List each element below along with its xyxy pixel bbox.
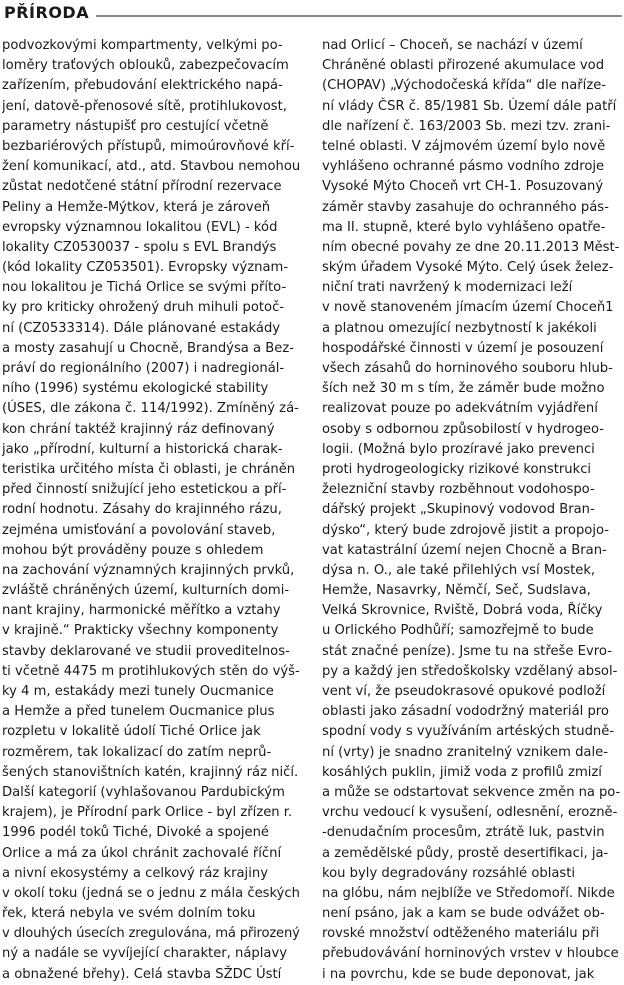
text-line: oblasti jako zásadní vododržný materiál pro: [322, 704, 609, 720]
text-line: Chráněné oblasti přirozené akumulace vod: [322, 58, 605, 74]
text-line: v dlouhých úsecích zregulována, má přirozený: [2, 926, 300, 942]
text-line: ky pro kriticky ohrožený druh mihuli potoč-: [2, 300, 285, 316]
text-line: (CHOPAV) „Východočeská křída“ dle naříze-: [322, 78, 607, 94]
text-line: a obnažené břehy). Celá stavba SŽDC Ústí: [2, 966, 282, 982]
text-line: ní (CZ0533314). Dále plánované estakády: [2, 320, 281, 336]
text-line: nou lokalitou je Tichá Orlice se svými příto-: [2, 280, 287, 296]
text-line: hospodářské činnosti v území je posouzení: [322, 340, 604, 356]
text-line: a Hemže a před tunelem Oucmanice plus: [2, 704, 275, 720]
text-line: železniční stavby rozběhnout vodohospo-: [322, 482, 595, 498]
text-line: stavby deklarované ve studii proveditelnos-: [2, 643, 290, 659]
text-line: před činností snižující jeho estetickou a pří-: [2, 482, 287, 498]
text-line: Vysoké Mýto Choceň vrt CH-1. Posuzovaný: [322, 179, 604, 195]
text-line: řek, která nebyla ve svém dolním toku: [2, 906, 256, 922]
text-line: spodní vody s využíváním artéských studně-: [322, 724, 615, 740]
text-line: a může se odstartovat sekvence změn na po-: [322, 784, 620, 800]
text-line: není psáno, jak a kam se bude odvážet ob-: [322, 906, 605, 922]
text-line: vat katastrální území nejen Chocně a Bran-: [322, 542, 607, 558]
text-line: Hemže, Nasavrky, Němčí, Seč, Sudslava,: [322, 583, 591, 599]
right-column: [322, 36, 620, 985]
text-line: niční trati navržený k modernizaci leží: [322, 280, 573, 296]
text-line: práví do regionálního (2007) i nadregionál-: [2, 361, 285, 376]
text-line: vyhlášeno ochranné pásmo vodního zdroje: [322, 159, 605, 175]
text-line: stát značné peníze). Jsme tu na střeše Evro-: [322, 643, 612, 659]
text-line: zvláště chráněných území, kulturních domi-: [2, 583, 290, 599]
text-line: zůstat nedotčené státní přírodní rezervace: [2, 179, 282, 195]
text-line: ního (1996) systému ekologické stability: [2, 381, 269, 397]
text-line: na zachování významných krajinných prvků,: [2, 562, 295, 578]
text-line: žení komunikací, atd., atd. Stavbou nemohou: [2, 159, 300, 175]
text-line: evropsky významnou lokalitou (EVL) - kód: [2, 219, 278, 235]
text-line: lokality CZ0530037 - spolu s EVL Brandýs: [2, 239, 277, 255]
text-line: 1996 podél toků Tiché, Divoké a spojené: [2, 825, 270, 841]
text-line: všech zásahů do horninového souboru hlub-: [322, 361, 613, 376]
text-line: parametry nástupišť pro cestující včetně: [2, 118, 269, 134]
text-line: zejména umisťování a povolování staveb,: [2, 522, 276, 538]
text-line: ma II. stupně, které bylo vyhlášeno opatře-: [322, 219, 606, 235]
text-line: dýsa n. O., ale také přilehlých vsí Mostek,: [322, 562, 596, 578]
text-line: přebudovávání horninových vrstev v hloubce: [322, 946, 619, 962]
text-line: krajem), je Přírodní park Orlice - byl zřízen r.: [2, 805, 293, 821]
section-title: PŘÍRODA: [4, 3, 90, 22]
text-line: u Orlického Podhůří; samozřejmě to bude: [322, 623, 594, 639]
text-line: kosáhlých puklin, jimiž voda z profilů zmizí: [322, 764, 602, 780]
text-line: Velká Skrovnice, Rviště, Dobrá voda, Říčky: [322, 603, 603, 619]
text-line: vrchu vedoucí k vysušení, odlesnění, erozně-: [322, 805, 618, 821]
text-line: bezbariérových přístupů, mimoúrovňové kří-: [2, 138, 295, 154]
text-line: dle nařízení č. 163/2003 Sb. mezi tzv. zrani-: [322, 118, 611, 134]
text-line: jení, datově-přenosové sítě, protihlukovost,: [2, 98, 287, 114]
text-line: ky 4 m, estakády mezi tunely Oucmanice: [2, 684, 274, 699]
text-line: ti včetně 4475 m protihlukových stěn do výš-: [2, 663, 300, 679]
text-line: mohou být prováděny pouze s ohledem: [2, 542, 264, 558]
text-line: Orlice a má za úkol chránit zachovalé říční: [2, 845, 282, 861]
text-line: ších než 30 m s tím, že záměr bude možno: [322, 381, 605, 397]
text-line: proti hydrogeologicky rizikové konstrukci: [322, 461, 592, 477]
text-line: v krajině.“ Prakticky všechny komponenty: [2, 623, 279, 639]
text-line: rovské množství odtěženého materiálu při: [322, 926, 600, 942]
text-line: (ÚSES, dle zákona č. 114/1992). Zmíněný zá-: [2, 401, 299, 417]
text-line: nad Orlicí – Choceň, se nachází v území: [322, 38, 583, 53]
text-line: osoby s odbornou způsobilostí v hydrogeo-: [322, 421, 605, 437]
text-line: ní (vrty) je snadno zranitelný vznikem dale-: [322, 744, 608, 760]
text-line: ním obecné povahy ze dne 20.11.2013 Měst-: [322, 239, 620, 255]
text-line: -denudačním procesům, ztrátě luk, pastvin: [322, 825, 605, 841]
text-line: nant krajiny, harmonické měřítko a vztahy: [2, 603, 281, 619]
text-line: v okolí toku (jedná se o jednu z mála českých: [2, 885, 300, 901]
text-line: a nivní ekosystémy a celkový ráz krajiny: [2, 865, 268, 881]
article-body: [2, 36, 622, 982]
text-line: a zemědělské půdy, prostě desertifikaci, ja-: [322, 845, 609, 861]
text-line: loměry traťových oblouků, zabezpečovacím: [2, 58, 289, 74]
text-line: i na povrchu, kde se bude deponovat, jak: [322, 966, 595, 982]
text-line: rozpletu v lokalitě údolí Tiché Orlice jak: [2, 724, 261, 740]
text-line: zařízením, přebudování elektrického napá-: [2, 78, 283, 94]
text-line: jako „přírodní, kulturní a historická charak-: [2, 441, 283, 457]
text-line: a platnou omezující nezbytností k jakékoli: [322, 320, 597, 336]
text-line: podvozkovými kompartmenty, velkými po-: [2, 38, 283, 53]
text-line: kon chrání taktéž krajinný ráz definovaný: [2, 421, 275, 437]
text-line: a mosty zasahují u Chocně, Brandýsa a Bez-: [2, 340, 295, 356]
text-line: ný a nadále se vyvíjející charakter, náplavy: [2, 946, 288, 962]
text-line: Peliny a Hemže-Mýtkov, která je zároveň: [2, 199, 271, 215]
text-line: rodní hodnotu. Zásahy do krajinného rázu,: [2, 502, 282, 518]
text-line: ní vlády ČSR č. 85/1981 Sb. Území dále patří: [322, 98, 617, 114]
text-line: (kód lokality CZ053501). Evropsky význam-: [2, 260, 289, 276]
left-column: [2, 36, 300, 985]
text-line: logii. (Možná bylo prozíravé jako prevenci: [322, 441, 595, 457]
text-line: Další kategorií (vyhlašovanou Pardubickým: [2, 784, 285, 800]
text-line: ským úřadem Vysoké Mýto. Celý úsek želez-: [322, 260, 614, 276]
text-line: na glóbu, nám nejblíže ve Středomoří. Nikde: [322, 885, 615, 901]
text-line: dýsko“, který bude zdrojově jistit a propojo-: [322, 522, 610, 538]
text-line: vent ví, že pseudokrasové opukové podloží: [322, 684, 606, 699]
text-line: dářský projekt „Skupinový vodovod Bran-: [322, 502, 595, 518]
page-header: [0, 0, 624, 24]
text-line: realizovat pouze po adekvátním vyjádření: [322, 401, 598, 417]
text-line: záměr stavby zasahuje do ochranného pás-: [322, 199, 609, 215]
text-line: py a každý jen středoškolsky vzdělaný absol-: [322, 663, 618, 679]
header-rule: [96, 15, 622, 17]
text-line: teristika určitého místa či oblasti, je chráněn: [2, 461, 296, 477]
text-line: telné oblasti. V zájmovém území bylo nově: [322, 138, 606, 154]
text-line: v nově stanoveném jímacím území Choceň1: [322, 300, 614, 316]
text-line: kou byly degradovány rozsáhlé oblasti: [322, 865, 576, 881]
text-line: šených stanovištních katén, krajinný ráz ničí.: [2, 764, 299, 780]
text-line: rozměrem, tak lokalizací do zatím neprů-: [2, 744, 272, 760]
